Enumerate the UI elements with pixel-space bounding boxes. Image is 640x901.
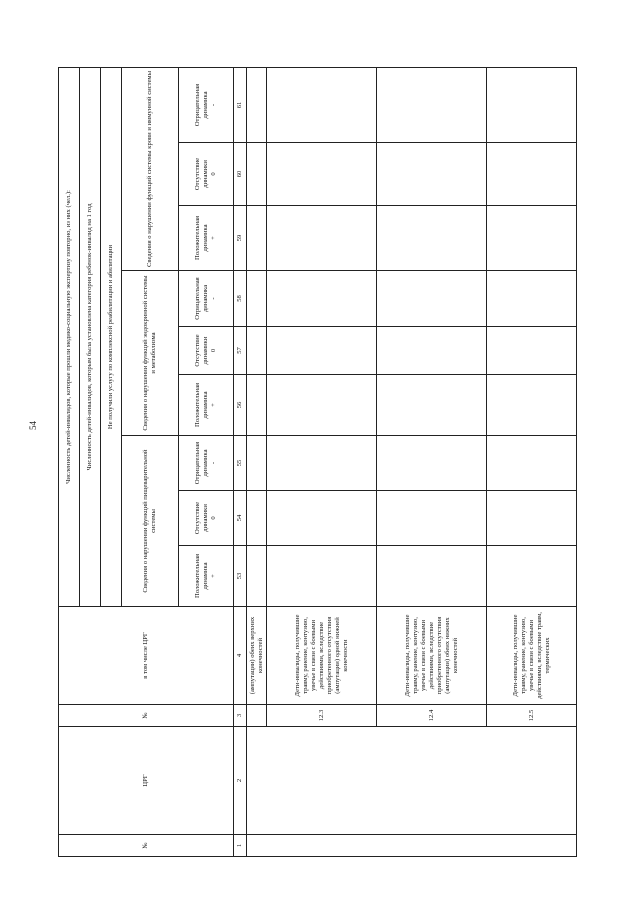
cell-item-no: 12.3 — [267, 705, 377, 727]
group-endocrine: Сведения о нарушении функций эндокринной системы и метаболизма — [122, 271, 179, 436]
cell-item-no — [247, 705, 267, 727]
cell-text: Дети-инвалиды, получившие травму, ранение, контузию, увечье в связи с боевыми действиями, вследствие приобретенного отсутствия (ампутации) одной нижней конечности — [267, 607, 377, 705]
col-number: 4 — [234, 607, 247, 705]
header-item-no: № — [59, 705, 234, 727]
cell-text: Дети-инвалиды, получившие травму, ранение, контузию, увечье в связи с боевыми действиями, вследствие травм, термических — [487, 607, 577, 705]
group-blood-immune: Сведения о нарушении функций системы крови и иммунной системы — [122, 68, 179, 271]
header-row1: Численность детей-инвалидов, которые прошли медико-социальную экспертизу повторно, из них (чел.): — [59, 68, 80, 607]
col-number: 1 — [234, 835, 247, 857]
col-number: 57 — [234, 327, 247, 375]
header-no: № — [59, 835, 234, 857]
sub-positive: Положительная динамика + — [179, 375, 234, 436]
page-number: 54 — [28, 421, 38, 430]
sub-negative: Отрицательная динамика - — [179, 436, 234, 491]
col-number: 2 — [234, 727, 247, 835]
cell-text: Дети-инвалиды, получившие травму, ранение, контузию, увечье в связи с боевыми действиями, вследствие приобретенного отсутствия (ампутации) обеих нижних конечностей — [377, 607, 487, 705]
col-number: 59 — [234, 206, 247, 271]
sub-none: Отсутствие динамики 0 — [179, 143, 234, 206]
header-row3: Не получили услугу по комплексной реабилитации и абилитации — [101, 68, 122, 607]
data-table — [58, 67, 577, 857]
col-number: 55 — [234, 436, 247, 491]
table-row — [247, 68, 267, 857]
col-number: 58 — [234, 271, 247, 327]
rotated-table-wrapper — [58, 67, 638, 857]
col-number: 56 — [234, 375, 247, 436]
cell-no — [247, 835, 577, 857]
column-number-row — [234, 68, 247, 857]
sub-negative: Отрицательная динамика - — [179, 68, 234, 143]
group-digestive: Сведения о нарушении функций пищеварительной системы — [122, 436, 179, 607]
sub-negative: Отрицательная динамика - — [179, 271, 234, 327]
sub-none: Отсутствие динамики 0 — [179, 491, 234, 546]
sub-positive: Положительная динамика + — [179, 546, 234, 607]
cell-crg — [247, 727, 577, 835]
cell-item-no: 12.4 — [377, 705, 487, 727]
header-crg: ЦРГ — [59, 727, 234, 835]
header-incl-crg: в том числе ЦРГ — [59, 607, 234, 705]
col-number: 61 — [234, 68, 247, 143]
sub-positive: Положительная динамика + — [179, 206, 234, 271]
sub-none: Отсутствие динамики 0 — [179, 327, 234, 375]
cell-text: (ампутации) обеих верхних конечностей — [247, 607, 267, 705]
col-number: 53 — [234, 546, 247, 607]
col-number: 54 — [234, 491, 247, 546]
col-number: 60 — [234, 143, 247, 206]
col-number: 3 — [234, 705, 247, 727]
cell-item-no: 12.5 — [487, 705, 577, 727]
header-row2: Численность детей-инвалидов, которым была установлена категория ребенок-инвалид на 1 год — [80, 68, 101, 607]
